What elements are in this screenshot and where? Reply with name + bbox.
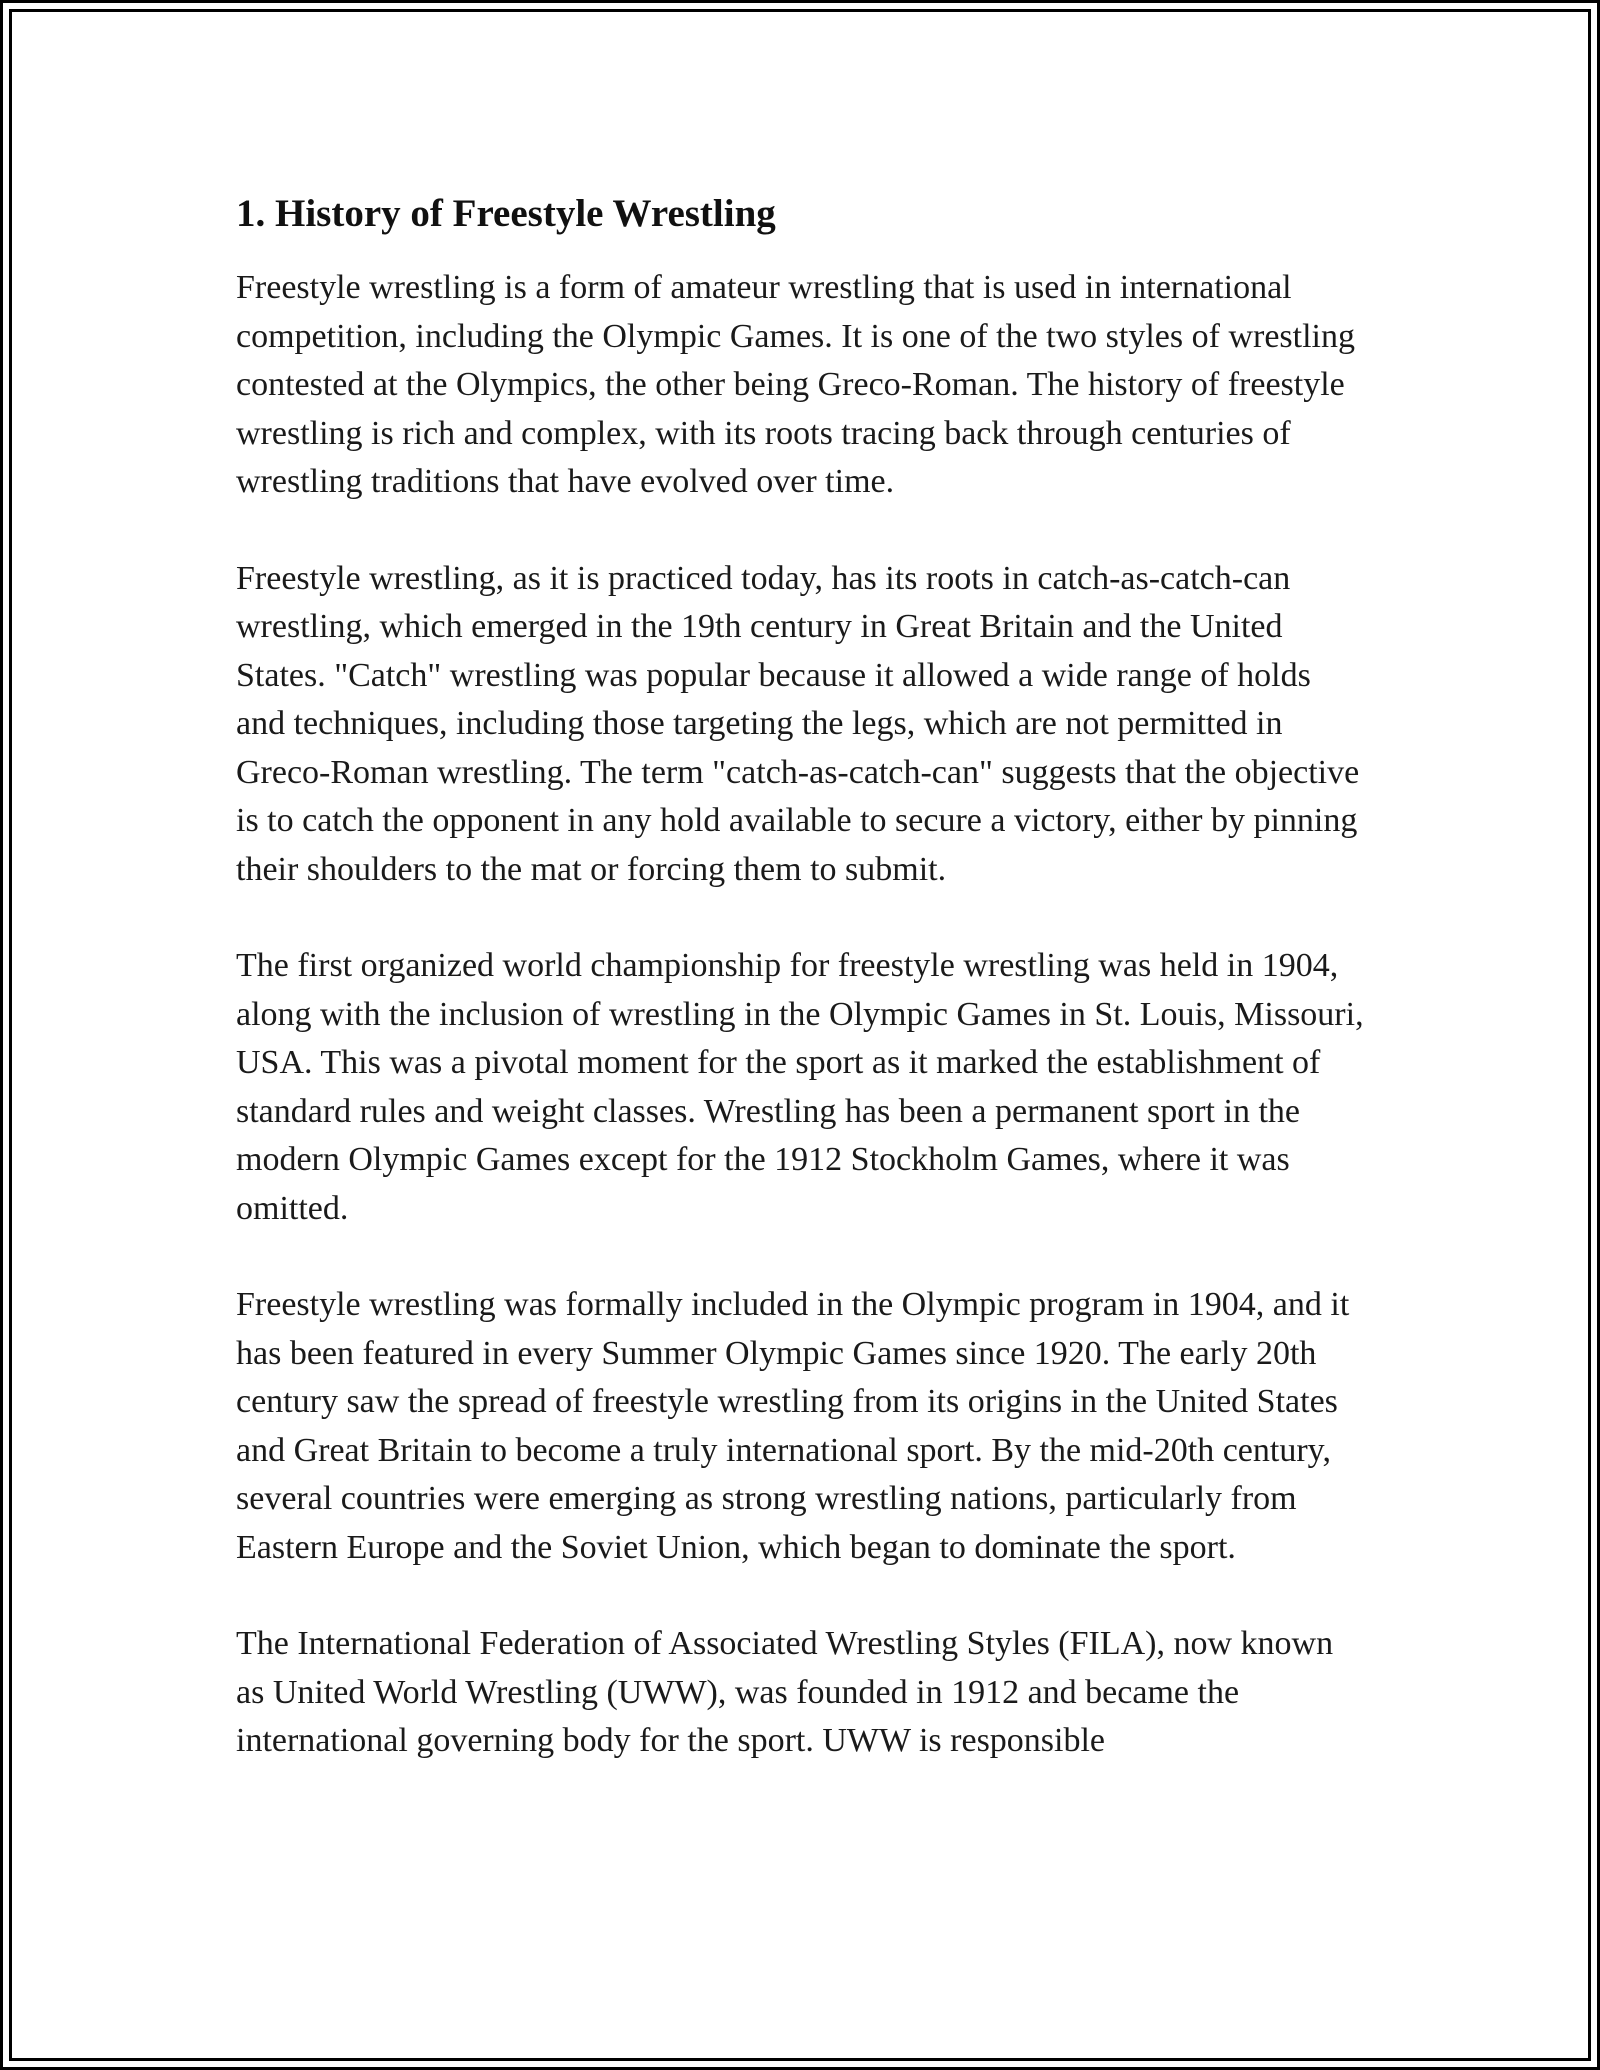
paragraph-1: Freestyle wrestling is a form of amateur wrestling that is used in international competition, including the Olympic Games. It is one of the two styles of wrestling contested at the Olympics, the other being Greco-Roman. The history of freestyle wrestling is rich and complex, with its roots tracing back through centuries of wrestling traditions that have evolved over time.: [236, 269, 1355, 500]
paragraph-4: Freestyle wrestling was formally included in the Olympic program in 1904, and it has been featured in every Summer Olympic Games since 1920. The early 20th century saw the spread of freestyle wrestling from its origins in the United States and Great Britain to become a truly international sport. By the mid-20th century, several countries were emerging as strong wrestling nations, particularly from Eastern Europe and the Soviet Union, which began to dominate the sport.: [236, 1286, 1350, 1566]
paragraph-3: The first organized world championship for freestyle wrestling was held in 1904, along with the inclusion of wrestling in the Olympic Games in St. Louis, Missouri, USA. This was a pivotal moment for the sport as it marked the establishment of standard rules and weight classes. Wrestling has been a permanent sport in the modern Olympic Games except for the 1912 Stockholm Games, where it was omitted.: [236, 947, 1364, 1227]
paragraph-5: The International Federation of Associated Wrestling Styles (FILA), now known as United World Wrestling (UWW), was founded in 1912 and became the international governing body for the sport. UWW is responsible: [236, 1625, 1334, 1759]
section-heading: 1. History of Freestyle Wrestling: [236, 192, 776, 235]
document-body: [236, 186, 1366, 1814]
paragraph-2: Freestyle wrestling, as it is practiced today, has its roots in catch-as-catch-can wrestling, which emerged in the 19th century in Great Britain and the United States. "Catch" wrestling was popular because it allowed a wide range of holds and techniques, including those targeting the legs, which are not permitted in Greco-Roman wrestling. The term "catch-as-catch-can" suggests that the objective is to catch the opponent in any hold available to secure a victory, either by pinning their shoulders to the mat or forcing them to submit.: [236, 559, 1360, 888]
